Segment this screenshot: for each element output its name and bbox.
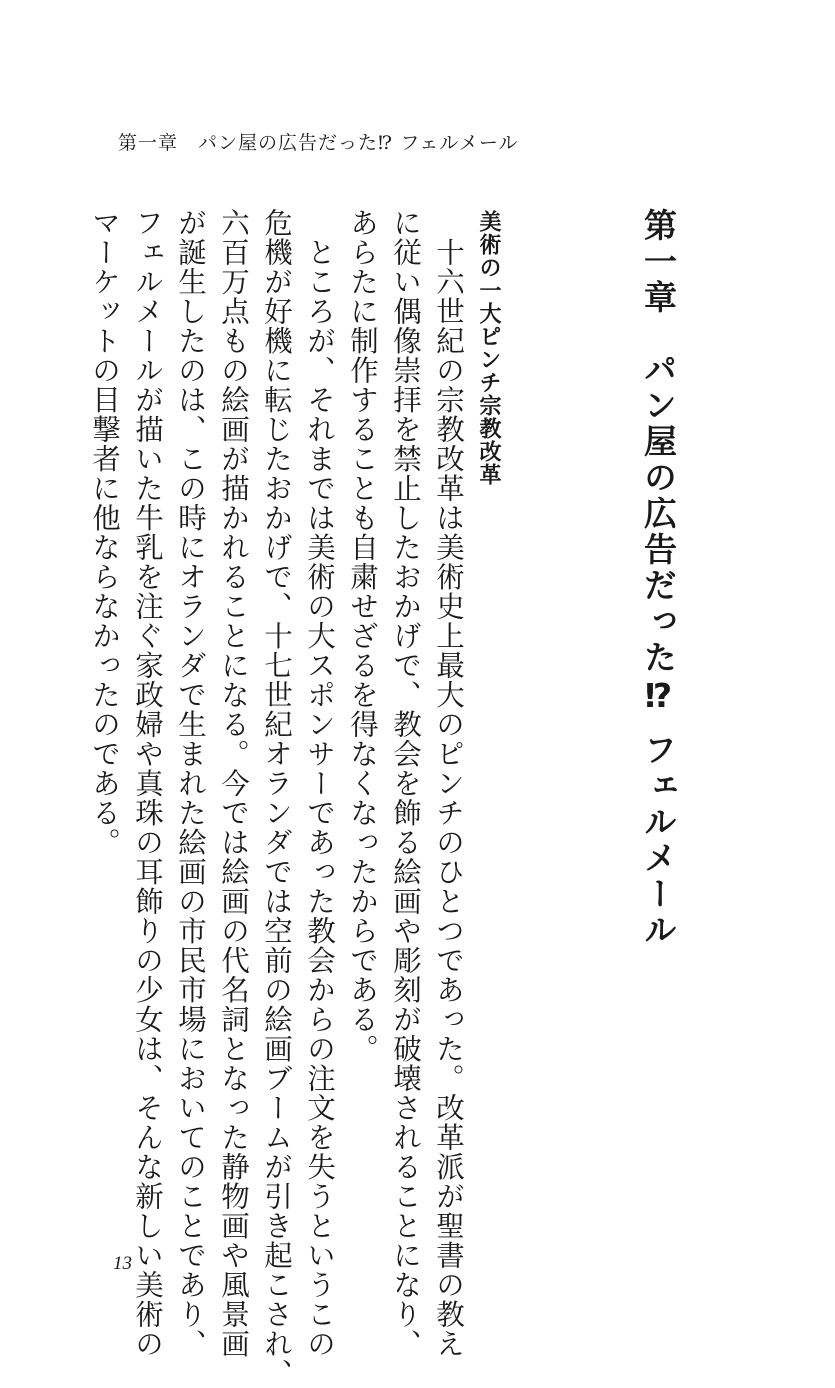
body-line: 六百万点もの絵画が描かれることになる。今では絵画の代名詞となった静物画や風景画 (217, 208, 250, 1359)
section-heading: 美術の一大ピンチ宗教改革 (476, 210, 501, 486)
body-line: ところが、それまでは美術の大スポンサーであった教会からの注文を失うというこの (303, 208, 336, 1359)
body-line: に従い偶像崇拝を禁止したおかげで、教会を飾る絵画や彫刻が破壊されることになり、 (389, 208, 422, 1359)
body-line: が誕生したのは、この時にオランダで生まれた絵画の市民市場においてのことであり、 (174, 208, 207, 1359)
running-head: 第一章 パン屋の広告だった⁉ フェルメール (118, 132, 519, 154)
body-line: フェルメールが描いた牛乳を注ぐ家政婦や真珠の耳飾りの少女は、そんな新しい美術の (131, 208, 164, 1359)
body-line: あらたに制作することも自粛せざるを得なくなったからである。 (346, 208, 379, 1064)
chapter-title: 第一章 パン屋の広告だった⁉ フェルメール (639, 208, 678, 949)
body-line: マーケットの目撃者に他ならなかったのである。 (88, 208, 121, 857)
page-number: 13 (113, 1253, 132, 1274)
body-line: 十六世紀の宗教改革は美術史上最大のピンチのひとつであった。改革派が聖書の教え (432, 208, 465, 1359)
body-line: 危機が好機に転じたおかげで、十七世紀オランダでは空前の絵画ブームが引き起こされ、 (260, 208, 293, 1388)
